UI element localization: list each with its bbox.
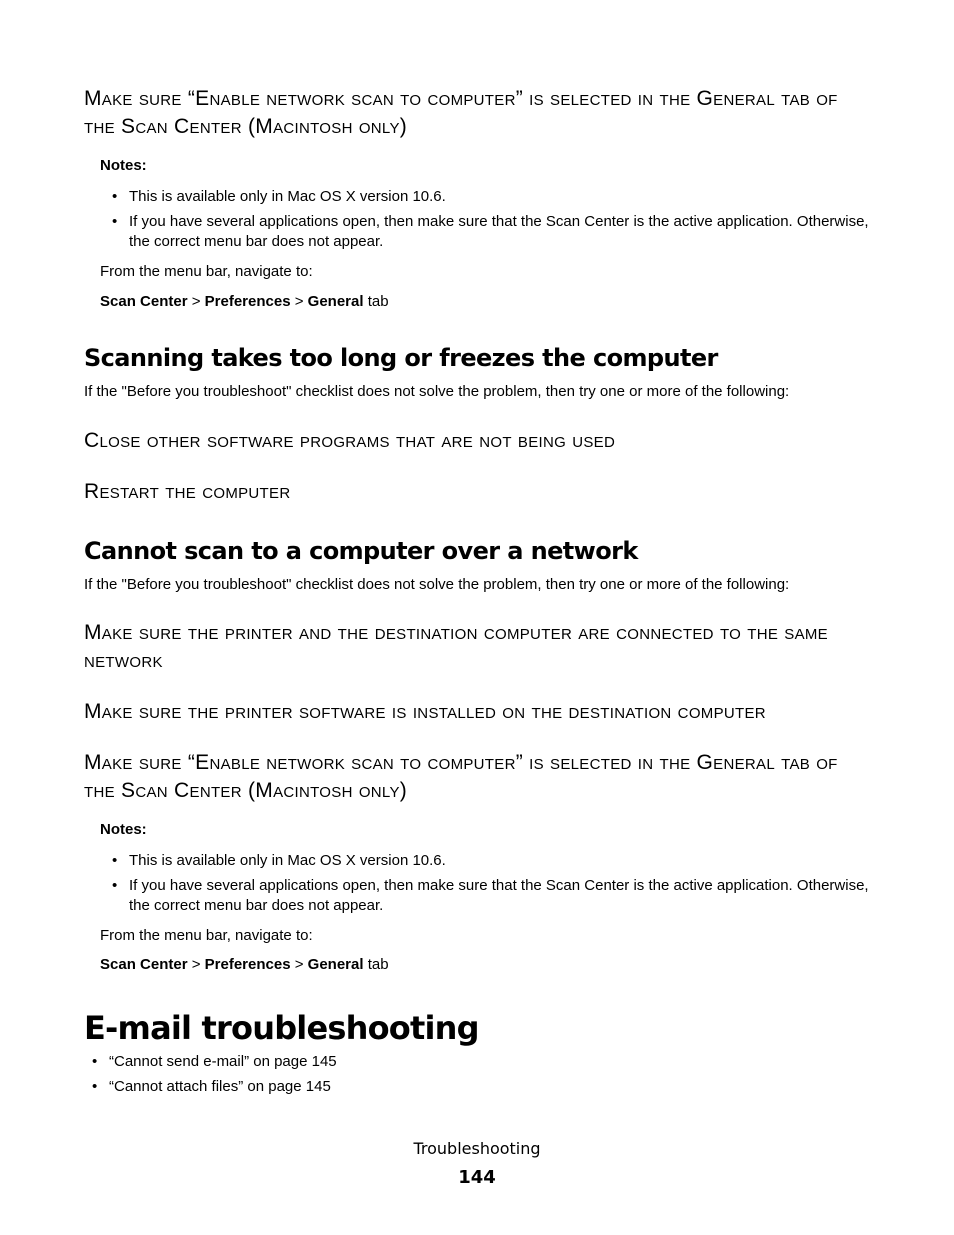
subheading-restart-computer: Restart the computer — [84, 480, 291, 503]
notes-label: Notes: — [100, 821, 147, 838]
subheading-software-installed: Make sure the printer software is installed on the destination computer — [84, 700, 766, 723]
section-intro: If the "Before you troubleshoot" checklist does not solve the problem, then try one or more of the following: — [84, 576, 790, 593]
list-item: • This is available only in Mac OS X version 10.6. — [112, 187, 874, 207]
section-title-scanning-slow: Scanning takes too long or freezes the computer — [84, 344, 718, 372]
subheading-close-programs: Close other software programs that are not being used — [84, 429, 616, 452]
menu-path-separator: > — [290, 956, 308, 973]
section-intro: If the "Before you troubleshoot" checklist does not solve the problem, then try one or more of the following: — [84, 383, 790, 400]
menu-path-separator: > — [187, 293, 205, 310]
notes-list — [112, 187, 874, 257]
navigate-instruction: From the menu bar, navigate to: — [100, 927, 313, 944]
footer-chapter-label: Troubleshooting — [413, 1139, 541, 1158]
menu-path-general: General — [307, 956, 364, 973]
menu-path-scan-center: Scan Center — [100, 956, 188, 973]
topic-link-cannot-attach-files[interactable]: • “Cannot attach files” on page 145 — [92, 1077, 792, 1097]
menu-path-separator: > — [290, 293, 308, 310]
menu-path — [100, 292, 389, 312]
menu-path-suffix: tab — [363, 956, 389, 973]
menu-path-suffix: tab — [363, 293, 389, 310]
subheading-same-network: Make sure the printer and the destination computer are connected to the same network — [84, 621, 828, 672]
menu-path-preferences: Preferences — [204, 956, 291, 973]
notes-label: Notes: — [100, 157, 147, 174]
menu-path-preferences: Preferences — [204, 293, 291, 310]
menu-path — [100, 955, 389, 975]
section-title-cannot-scan-network: Cannot scan to a computer over a network — [84, 537, 638, 565]
subheading-enable-network-scan: Make sure “Enable network scan to computer” is selected in the General tab of the Scan Center (Macintosh only) — [84, 87, 838, 138]
navigate-instruction: From the menu bar, navigate to: — [100, 263, 313, 280]
subheading-enable-network-scan: Make sure “Enable network scan to computer” is selected in the General tab of the Scan Center (Macintosh only) — [84, 751, 838, 802]
menu-path-separator: > — [187, 956, 205, 973]
email-topics-list — [92, 1052, 792, 1102]
menu-path-general: General — [307, 293, 364, 310]
list-item: • This is available only in Mac OS X version 10.6. — [112, 851, 874, 871]
menu-path-scan-center: Scan Center — [100, 293, 188, 310]
list-item: • If you have several applications open, then make sure that the Scan Center is the active application. Otherwise, the correct menu bar does not appear. — [112, 876, 874, 916]
topic-link-cannot-send-email[interactable]: • “Cannot send e-mail” on page 145 — [92, 1052, 792, 1072]
chapter-title-email-troubleshooting: E-mail troubleshooting — [84, 1009, 479, 1047]
page-number: 144 — [458, 1167, 496, 1188]
list-item: • If you have several applications open, then make sure that the Scan Center is the active application. Otherwise, the correct menu bar does not appear. — [112, 212, 874, 252]
notes-list — [112, 851, 874, 921]
